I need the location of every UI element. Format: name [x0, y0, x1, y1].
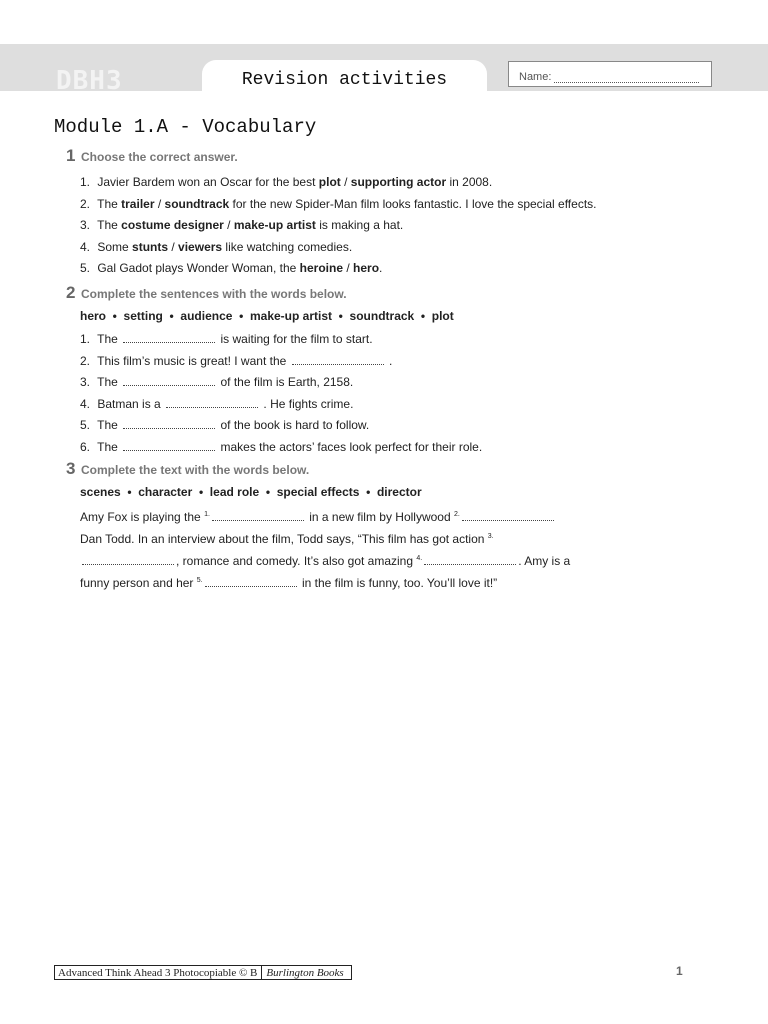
option-b[interactable]: supporting actor	[350, 175, 447, 189]
answer-blank[interactable]	[205, 576, 297, 587]
option-a[interactable]: stunts	[132, 239, 169, 254]
word-bank: hero • setting • audience • make-up artist • soundtrack • plot	[80, 309, 454, 323]
exercise-instruction: Complete the text with the words below.	[81, 463, 310, 477]
exercise-1	[66, 146, 706, 280]
list-item: 5. The of the book is hard to follow.	[80, 418, 370, 433]
answer-blank[interactable]	[123, 440, 215, 451]
answer-blank[interactable]	[462, 510, 554, 521]
exercise-2-list	[66, 329, 706, 459]
answer-blank[interactable]	[123, 418, 215, 429]
exercise-1-list	[66, 172, 706, 280]
exercise-instruction: Complete the sentences with the words below.	[81, 287, 347, 301]
word-bank: scenes • character • lead role • special effects • director	[80, 485, 422, 499]
footer-copyright: Advanced Think Ahead 3 Photocopiable © B Burlington Books	[54, 965, 352, 980]
answer-blank[interactable]	[123, 375, 215, 386]
exercise-number: 1	[66, 146, 76, 165]
option-b[interactable]: hero	[353, 261, 380, 276]
answer-blank[interactable]	[123, 332, 215, 343]
name-line	[554, 82, 699, 83]
answer-blank[interactable]	[166, 397, 258, 408]
option-a[interactable]: plot	[318, 175, 341, 189]
exercise-number: 2	[66, 283, 76, 302]
list-item: 5. Gal Gadot plays Wonder Woman, the heroine / hero.	[80, 261, 383, 276]
option-b[interactable]: viewers	[178, 239, 223, 254]
exercise-instruction: Choose the correct answer.	[81, 150, 238, 164]
exercise-3	[66, 459, 706, 593]
answer-blank[interactable]	[212, 510, 304, 521]
option-b[interactable]: make-up artist	[233, 218, 316, 233]
name-field[interactable]	[508, 61, 712, 87]
answer-blank[interactable]	[424, 554, 516, 565]
option-b[interactable]: soundtrack	[164, 196, 230, 211]
publisher-brand: Burlington Books	[261, 966, 343, 980]
list-item: 6. The makes the actors’ faces look perfect for their role.	[80, 439, 483, 454]
answer-blank[interactable]	[292, 354, 384, 365]
exercise-2	[66, 283, 706, 459]
page-number: 1	[676, 964, 683, 978]
list-item: 2. This film’s music is great! I want the .	[80, 353, 393, 368]
list-item: 2. The trailer / soundtrack for the new Spider-Man film looks fantastic. I love the special effects.	[80, 196, 597, 211]
list-item: 3. The of the film is Earth, 2158.	[80, 375, 354, 390]
option-a[interactable]: costume designer	[121, 218, 224, 233]
name-label: Name:	[519, 71, 552, 83]
list-item: 3. The costume designer / make-up artist is making a hat.	[80, 218, 404, 233]
option-a[interactable]: trailer	[121, 196, 155, 211]
list-item: 4. Some stunts / viewers like watching comedies.	[80, 239, 353, 254]
list-item: 1. Javier Bardem won an Oscar for the best plot / supporting actor in 2008.	[80, 175, 493, 189]
exercise-number: 3	[66, 459, 76, 478]
list-item: 1. The is waiting for the film to start.	[80, 332, 373, 346]
list-item: 4. Batman is a . He fights crime.	[80, 396, 354, 411]
page-title: Revision activities	[241, 70, 448, 90]
module-title: Module 1.A - Vocabulary	[54, 116, 317, 138]
option-a[interactable]: heroine	[299, 261, 344, 276]
header-code: DBH3	[56, 66, 123, 96]
cloze-text: Amy Fox is playing the $^{1.}$ in a new film by Hollywood $^{2.}$ Dan Todd. In an interview about the film, Todd says, “This film has got action $^{3.}$, romance and comedy. It’s also got amazing $^{4.}$ . Amy is a funny person and her $^{5.}$ in the film is funny, too. You’ll love it!”	[80, 510, 571, 590]
answer-blank[interactable]	[82, 554, 174, 565]
